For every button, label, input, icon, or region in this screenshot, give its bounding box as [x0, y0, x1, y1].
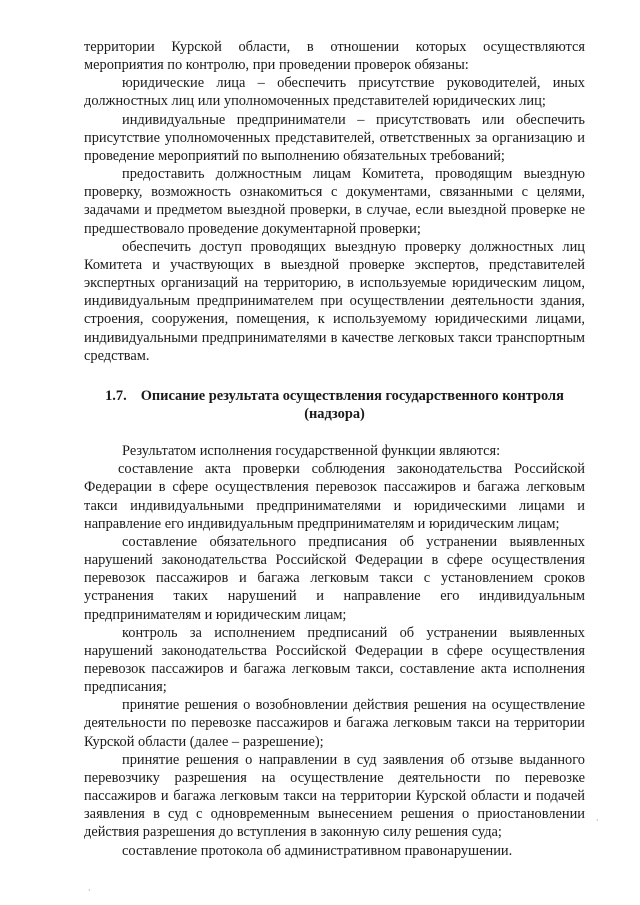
paragraph: принятие решения о направлении в суд заявления об отзыве выданного перевозчику разрешения на осуществление деятельности по перевозке пассажиров и багажа легковым такси на территории Курской области и подачей заявления в суд с одновременным вынесением решения о приостановлении действия разрешения до вступления в законную силу решения суда;	[84, 751, 585, 841]
paragraph: юридические лица – обеспечить присутствие руководителей, иных должностных лиц или уполномоченных представителей юридических лиц;	[84, 75, 585, 110]
paragraph: территории Курской области, в отношении которых осуществляются мероприятия по контролю, при проведении проверок обязаны:	[84, 39, 585, 74]
paragraph: составление акта проверки соблюдения законодательства Российской Федерации в сфере осуществления перевозок пассажиров и багажа легковым такси индивидуальными предпринимателями и юридическими лицами и направление его индивидуальным предпринимателям и юридическим лицам;	[84, 461, 585, 532]
paragraph: предоставить должностным лицам Комитета, проводящим выездную проверку, возможность ознакомиться с документами, связанными с целями, задачами и предметом выездной проверки, в случае, если выездной проверке не предшествовало проведение документарной проверки;	[84, 166, 585, 237]
paragraph: принятие решения о возобновлении действия решения на осуществление деятельности по перевозке пассажиров и багажа легковым такси на территории Курской области (далее – разрешение);	[84, 697, 585, 750]
section-title: Описание результата осуществления государственного контроля (надзора)	[140, 387, 564, 422]
paragraph: составление обязательного предписания об устранении выявленных нарушений законодательства Российской Федерации в сфере осуществления перевозок пассажиров и багажа легковым такси с установлением сроков устранения таких нарушений и направление его индивидуальным предпринимателям и юридическим лицам;	[84, 533, 585, 623]
paragraph: обеспечить доступ проводящих выездную проверку должностных лиц Комитета и участвующих в выездной проверке экспертов, представителей экспертных организаций на территорию, в используемые юридическим лицом, индивидуальным предпринимателем при осуществлении деятельности здания, строения, сооружения, помещения, к используемому юридическими лицами, индивидуальными предпринимателями в качестве легковых такси транспортным средствам.	[84, 238, 585, 364]
scan-speck: ·	[88, 886, 91, 895]
paragraph: контроль за исполнением предписаний об устранении выявленных нарушений законодательства Российской Федерации в сфере осуществления перевозок пассажиров и багажа легковым такси, составление акта исполнения предписания;	[84, 624, 585, 696]
paragraph: индивидуальные предприниматели – присутствовать или обеспечить присутствие уполномоченных представителей, ответственных за организацию и проведение мероприятий по выполнению обязательных требований;	[84, 111, 585, 164]
section-number: 1.7.	[105, 387, 127, 404]
paragraph: составление протокола об административном правонарушении.	[122, 842, 513, 859]
section-heading	[84, 387, 585, 423]
document-body	[84, 38, 585, 860]
scan-speck: ·	[596, 816, 599, 825]
paragraph: Результатом исполнения государственной функции являются:	[122, 443, 501, 460]
